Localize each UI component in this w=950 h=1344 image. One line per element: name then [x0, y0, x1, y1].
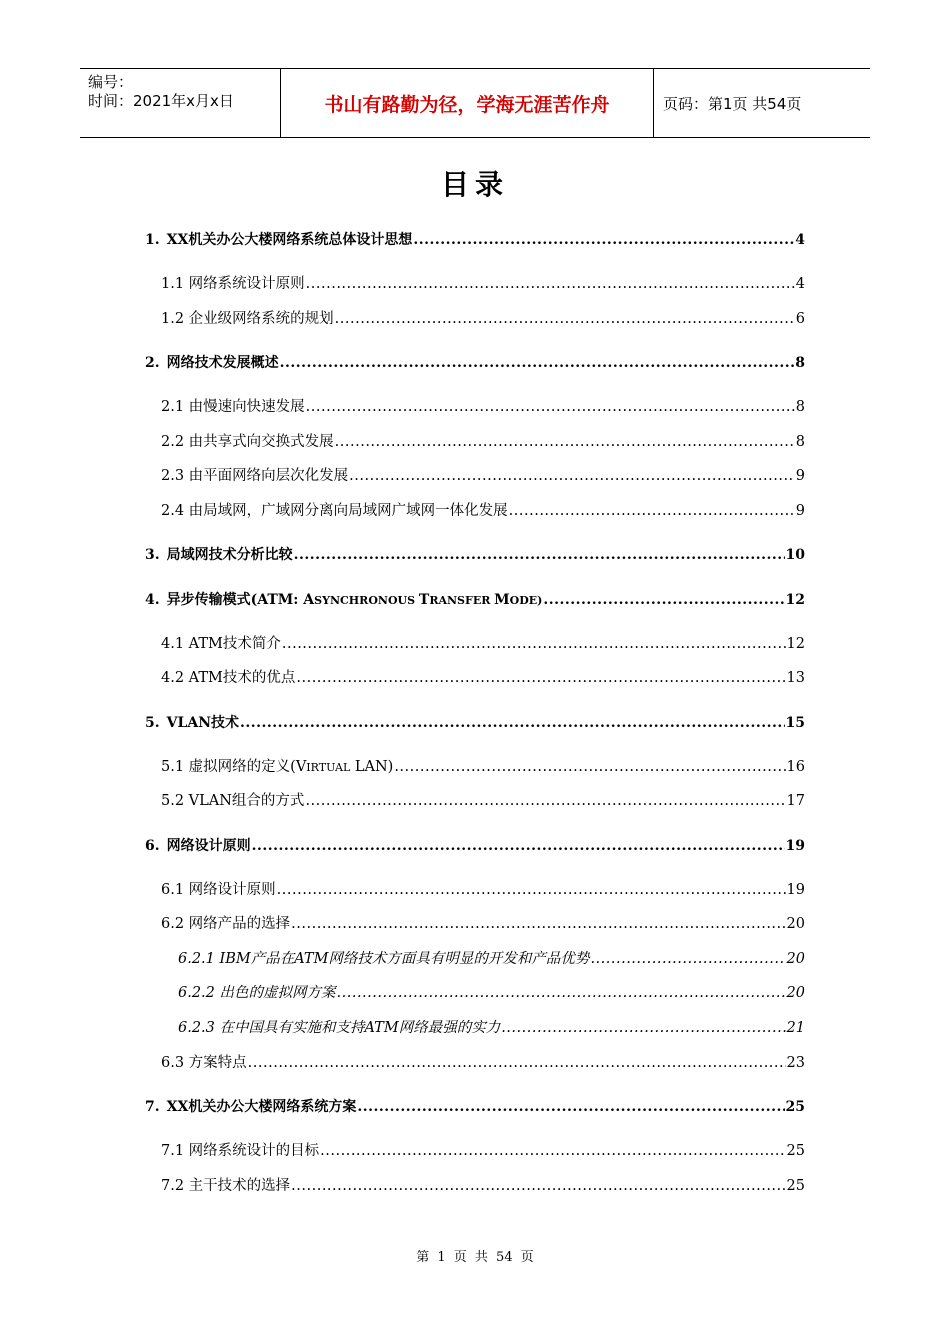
toc-entry-1[interactable]: [145, 230, 805, 250]
toc-title: 5.2 VLAN组合的方式: [161, 793, 305, 809]
toc-title: 网络技术发展概述: [166, 355, 279, 371]
toc-page-number: 17: [786, 793, 805, 809]
toc-title: 6.2.3 在中国具有实施和支持ATM网络最强的实力: [178, 1020, 501, 1036]
toc-entry-6-2-3[interactable]: [178, 1018, 805, 1038]
toc-entry-4-1[interactable]: [161, 634, 805, 654]
toc-number: 1.: [145, 232, 160, 248]
toc-title-part: 5.1 虚拟网络的定义(V: [161, 759, 307, 775]
toc-page-number: 9: [795, 468, 805, 484]
toc-page-number: 25: [786, 1178, 805, 1194]
toc-page-number: 4: [795, 232, 805, 248]
toc-leader: [296, 668, 785, 688]
toc-leader: [280, 353, 795, 373]
toc-entry-6-3[interactable]: [161, 1053, 805, 1073]
toc-page-number: 21: [786, 1020, 805, 1036]
toc-leader: [252, 836, 785, 856]
toc-title: 6.2.1 IBM产品在ATM网络技术方面具有明显的开发和产品优势: [178, 951, 590, 967]
toc-entry-3[interactable]: [145, 545, 805, 565]
toc-title-part: IRTUAL: [306, 761, 351, 774]
toc-title-part: RANSFER: [429, 594, 495, 607]
toc-leader: [305, 791, 785, 811]
toc-leader: [282, 634, 786, 654]
toc-entry-5[interactable]: [145, 713, 805, 733]
toc-number: 5.: [145, 715, 160, 731]
toc-page-number: 23: [786, 1055, 805, 1071]
toc-title: VLAN技术: [166, 715, 239, 731]
toc-page-number: 15: [785, 715, 805, 731]
toc-entry-4-2[interactable]: [161, 668, 805, 688]
toc-entry-5-2[interactable]: [161, 791, 805, 811]
toc-number: 4.: [145, 592, 160, 608]
toc-title: 网络设计原则: [166, 838, 251, 854]
toc-title: 局域网技术分析比较: [166, 547, 293, 563]
serial-label: 编号：: [88, 73, 134, 91]
toc-leader: [543, 590, 784, 610]
toc-leader: [294, 545, 785, 565]
toc-number: 7.: [145, 1099, 160, 1115]
toc-number: 2.: [145, 355, 160, 371]
page-title: 目录: [440, 168, 509, 201]
toc-entry-7-2[interactable]: [161, 1176, 805, 1196]
toc-page-number: 19: [786, 882, 805, 898]
toc-entry-7[interactable]: [145, 1097, 805, 1117]
toc-title: 2.4 由局域网，广域网分离向局域网广域网一体化发展: [161, 503, 508, 519]
toc-entry-4[interactable]: [145, 590, 805, 611]
toc-title: XX机关办公大楼网络系统总体设计思想: [166, 232, 413, 248]
toc-leader: [509, 501, 795, 521]
toc-page-number: 20: [786, 951, 805, 967]
header-meta: [80, 69, 281, 137]
toc-leader: [357, 1097, 784, 1117]
toc-title-part: ODE): [509, 594, 543, 607]
toc-leader: [248, 1053, 786, 1073]
toc-title: 2.2 由共享式向交换式发展: [161, 434, 334, 450]
toc-leader: [394, 757, 785, 777]
toc-title: 4.1 ATM技术简介: [161, 636, 281, 652]
toc-title: XX机关办公大楼网络系统方案: [166, 1099, 357, 1115]
toc-title-part: T: [418, 592, 430, 608]
toc-entry-2-4[interactable]: [161, 501, 805, 521]
toc-title-part: SYNCHRONOUS: [314, 594, 419, 607]
header-page-info: 页码：第1页 共54页: [663, 94, 802, 113]
toc-title: 6.3 方案特点: [161, 1055, 247, 1071]
toc-leader: [291, 914, 785, 934]
toc-page-number: 9: [795, 503, 805, 519]
toc-title-part: 异步传输模式(ATM: A: [166, 592, 315, 608]
toc-leader: [501, 1018, 785, 1038]
toc-page-number: 10: [785, 547, 805, 563]
toc-leader: [349, 466, 795, 486]
toc-page-number: 8: [795, 434, 805, 450]
toc-title: 7.2 主干技术的选择: [161, 1178, 291, 1194]
toc-entry-6-1[interactable]: [161, 880, 805, 900]
toc-page-number: 20: [786, 916, 805, 932]
toc-entry-2-2[interactable]: [161, 432, 805, 452]
toc-title: 1.2 企业级网络系统的规划: [161, 311, 334, 327]
toc-title-part: LAN): [350, 759, 394, 775]
toc-page-number: 25: [786, 1143, 805, 1159]
toc-entry-6-2-1[interactable]: [178, 949, 805, 969]
toc-entry-6-2[interactable]: [161, 914, 805, 934]
toc-entry-6-2-2[interactable]: [178, 983, 805, 1003]
toc-title: 1.1 网络系统设计原则: [161, 276, 305, 292]
toc-leader: [306, 274, 795, 294]
toc-page-number: 12: [786, 636, 805, 652]
toc-leader: [413, 230, 794, 250]
toc-entry-7-1[interactable]: [161, 1141, 805, 1161]
toc-entry-6[interactable]: [145, 836, 805, 856]
toc-page-number: 19: [785, 838, 805, 854]
toc-title: 6.1 网络设计原则: [161, 882, 276, 898]
toc-number: 3.: [145, 547, 160, 563]
toc-page-number: 4: [795, 276, 805, 292]
toc-title: 6.2.2 出色的虚拟网方案: [178, 985, 336, 1001]
toc-entry-2[interactable]: [145, 353, 805, 373]
toc-leader: [320, 1141, 785, 1161]
toc-entry-2-1[interactable]: [161, 397, 805, 417]
document-header: [80, 68, 870, 138]
page-footer: 第 1 页 共 54 页: [416, 1250, 534, 1265]
toc-leader: [335, 309, 795, 329]
toc-title: 2.3 由平面网络向层次化发展: [161, 468, 349, 484]
toc-leader: [335, 432, 795, 452]
toc-entry-1-2[interactable]: [161, 309, 805, 329]
toc-entry-2-3[interactable]: [161, 466, 805, 486]
time-label: 时间：2021年x月x日: [88, 92, 234, 110]
toc-page-number: 16: [786, 759, 805, 775]
toc-leader: [306, 397, 795, 417]
toc-title: 7.1 网络系统设计的目标: [161, 1143, 320, 1159]
header-motto: 书山有路勤为径，学海无涯苦作舟: [281, 69, 654, 137]
toc-entry-1-1[interactable]: [161, 274, 805, 294]
toc-leader: [277, 880, 786, 900]
toc-leader: [337, 983, 786, 1003]
toc-leader: [590, 949, 785, 969]
toc-leader: [291, 1176, 785, 1196]
toc-title: 4.2 ATM技术的优点: [161, 670, 296, 686]
toc-page-number: 6: [795, 311, 805, 327]
toc-page-number: 8: [795, 399, 805, 415]
toc-number: 6.: [145, 838, 160, 854]
toc-title: 6.2 网络产品的选择: [161, 916, 291, 932]
toc-page-number: 12: [785, 592, 805, 608]
toc-title: 2.1 由慢速向快速发展: [161, 399, 305, 415]
toc-page-number: 8: [795, 355, 805, 371]
toc-entry-5-1[interactable]: [161, 757, 805, 778]
toc-page-number: 20: [786, 985, 805, 1001]
toc-page-number: 13: [786, 670, 805, 686]
toc-title-part: M: [494, 592, 510, 608]
toc-page-number: 25: [785, 1099, 805, 1115]
toc-leader: [240, 713, 785, 733]
